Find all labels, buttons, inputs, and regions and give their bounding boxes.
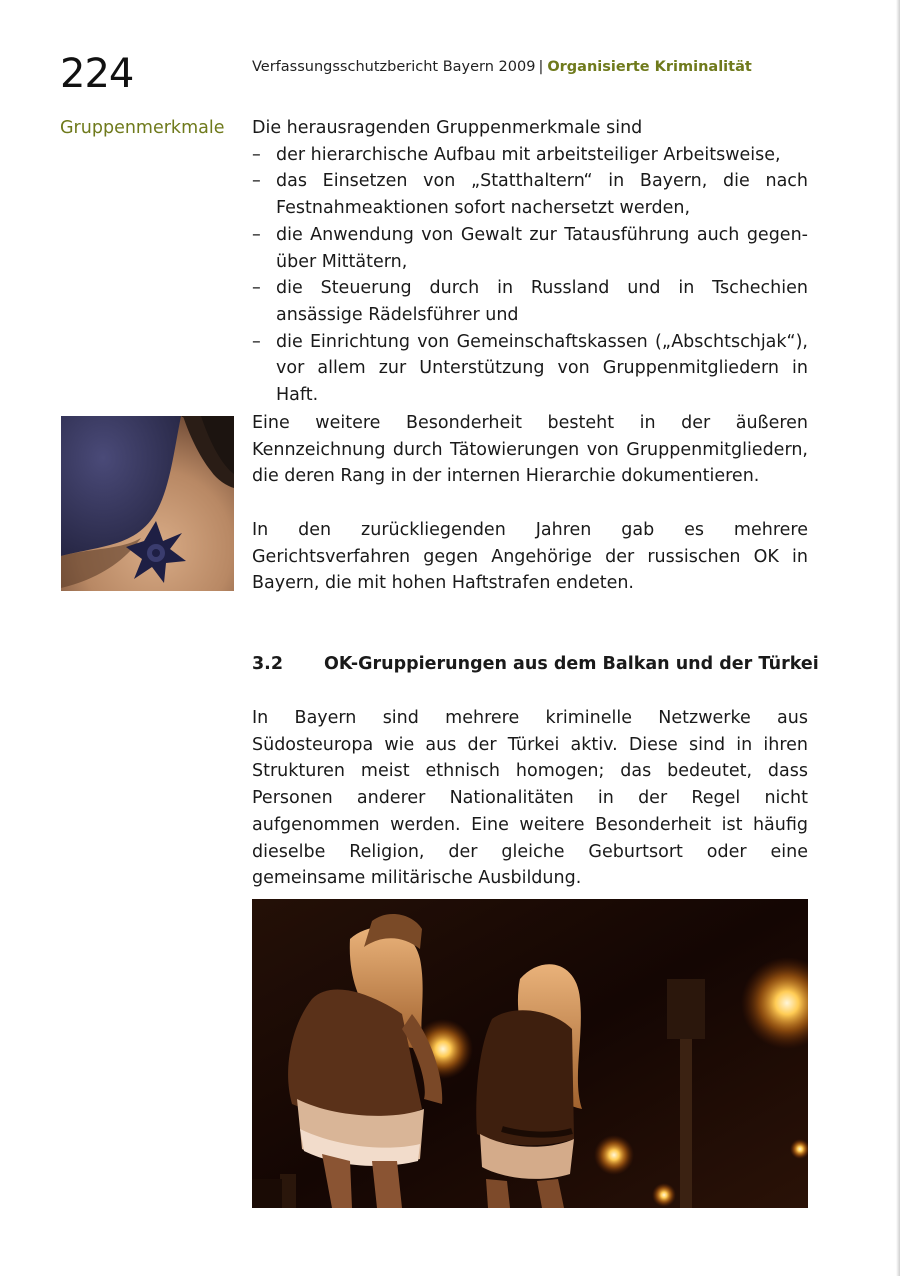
list-item <box>252 329 808 409</box>
document-title: Verfassungsschutzbericht Bayern 2009 <box>252 59 536 75</box>
list-item <box>252 168 808 221</box>
section-title: OK-Gruppierungen aus dem Balkan und der Türkei <box>324 654 819 674</box>
balkan-paragraph: In Bayern sind mehrere kriminelle Netzwerke aus Südosteuropa wie aus der Türkei aktiv. Diese sind in ihren Strukturen meist ethnisch homogen; das bedeutet, dass Personen anderer Nationalitäten in der Regel nicht aufgenommen werden. Eine weitere Besonderheit ist häufig dieselbe Religion, der gleiche Geburtsort oder eine gemeinsame militärische Ausbildung. <box>252 708 808 889</box>
list-item <box>252 222 808 275</box>
section-heading <box>252 651 819 677</box>
list-item-text: die Einrichtung von Gemeinschaftskassen („Abschtschjak“), vor allem zur Unterstützung von Gruppenmitgliedern in Haft. <box>276 331 808 406</box>
list-item-text: die Anwendung von Gewalt zur Tatausführung auch gegenüber Mittätern, <box>276 224 808 272</box>
list-item-text: das Einsetzen von „Statthaltern“ in Bayern, die nach Festnahmeaktionen sofort nachersetzt werden, <box>276 171 808 219</box>
intro-lead: Die herausragenden Gruppenmerkmale sind <box>252 118 643 138</box>
list-item-text: der hierarchische Aufbau mit arbeitsteiliger Arbeitsweise, <box>276 144 781 165</box>
list-dash: – <box>252 144 261 165</box>
list-dash: – <box>252 278 261 299</box>
list-dash: – <box>252 224 261 245</box>
header-section-title: Organisierte Kriminalität <box>547 59 752 75</box>
feature-list <box>252 142 808 409</box>
list-item <box>252 275 808 328</box>
trials-paragraph: In den zurückliegenden Jahren gab es mehrere Gerichtsverfahren gegen Angehörige der russischen OK in Bayern, die mit hohen Haftstrafen endeten. <box>252 520 808 594</box>
margin-label: Gruppenmerkmale <box>60 118 225 138</box>
list-dash: – <box>252 331 261 352</box>
section-number: 3.2 <box>252 654 284 674</box>
street-photo <box>252 899 808 1208</box>
list-dash: – <box>252 171 261 192</box>
running-header <box>252 57 752 77</box>
tattoo-photo <box>61 416 234 591</box>
list-item <box>252 142 808 169</box>
header-separator: | <box>538 59 544 75</box>
page-number: 224 <box>60 51 134 97</box>
group-features-block <box>252 115 808 409</box>
list-item-text: die Steuerung durch in Russland und in Tschechien ansässige Rädelsführer und <box>276 278 808 325</box>
tattoo-paragraph: Eine weitere Besonderheit besteht in der äußeren Kennzeichnung durch Tätowierungen von Gruppenmitgliedern, die deren Rang in der internen Hierarchie dokumentieren. <box>252 413 808 487</box>
page-edge-shadow <box>896 0 900 1276</box>
